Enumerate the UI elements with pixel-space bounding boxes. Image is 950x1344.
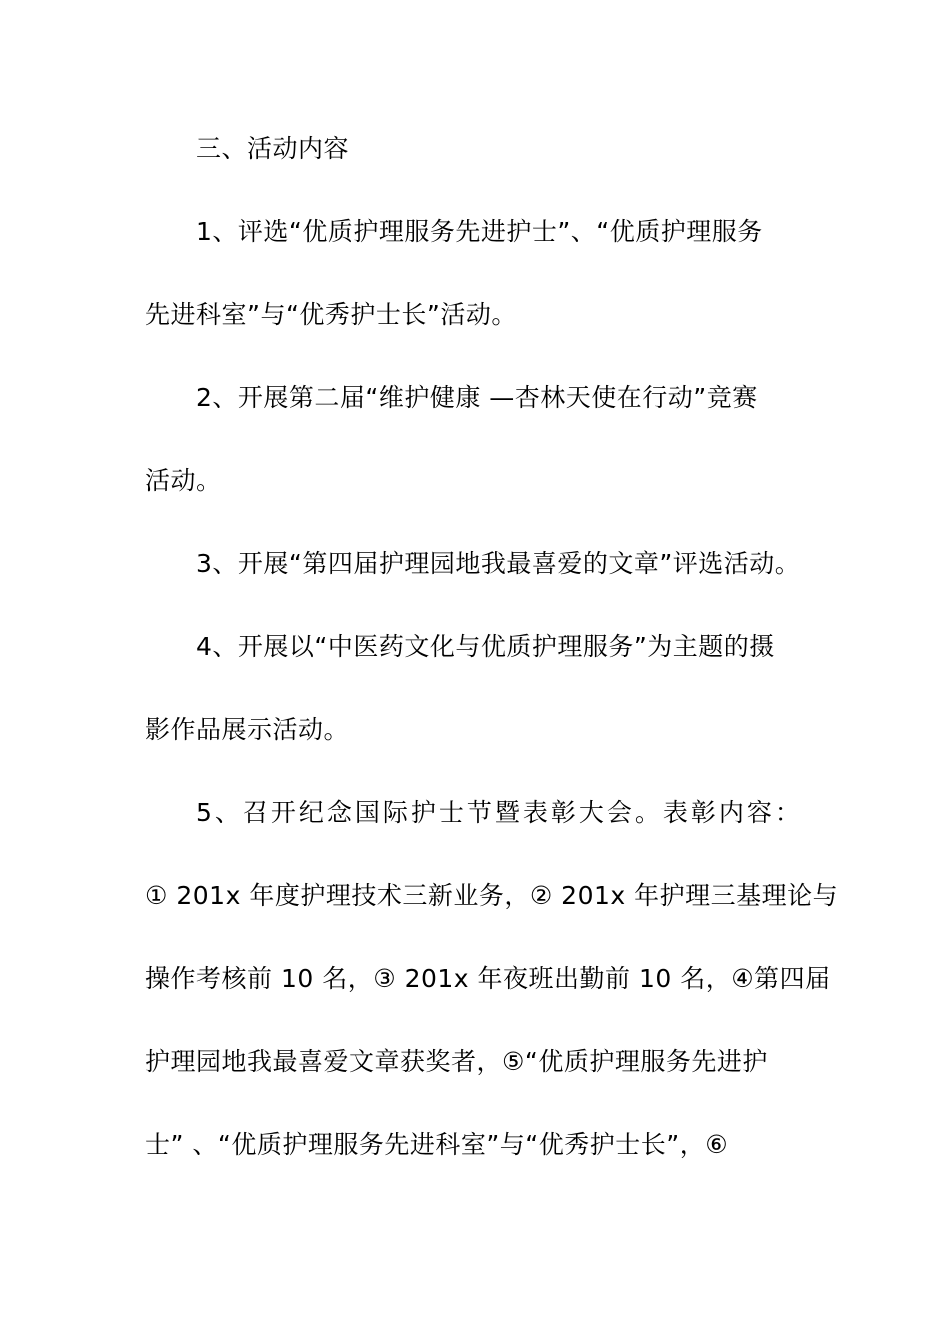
paragraph-line: 活动。 bbox=[145, 466, 222, 495]
paragraph-line: 士” 、“优质护理服务先进科室”与“优秀护士长”，⑥ bbox=[145, 1130, 729, 1159]
paragraph-line: 先进科室”与“优秀护士长”活动。 bbox=[145, 300, 517, 329]
paragraph-line: 3、开展“第四届护理园地我最喜爱的文章”评选活动。 bbox=[196, 549, 801, 578]
section-heading: 三、活动内容 bbox=[196, 134, 350, 163]
paragraph-line: 4、开展以“中医药文化与优质护理服务”为主题的摄 bbox=[196, 632, 775, 661]
paragraph-line: 2、开展第二届“维护健康 —杏林天使在行动”竞赛 bbox=[196, 383, 758, 412]
paragraph-line: 影作品展示活动。 bbox=[145, 715, 350, 744]
paragraph-line: 5、召开纪念国际护士节暨表彰大会。表彰内容： bbox=[196, 798, 803, 827]
paragraph-line: 1、评选“优质护理服务先进护士”、“优质护理服务 bbox=[196, 217, 763, 246]
paragraph-line: 护理园地我最喜爱文章获奖者，⑤“优质护理服务先进护 bbox=[145, 1047, 768, 1076]
paragraph-line: ① 201x 年度护理技术三新业务，② 201x 年护理三基理论与 bbox=[145, 881, 839, 910]
paragraph-line: 操作考核前 10 名，③ 201x 年夜班出勤前 10 名，④第四届 bbox=[145, 964, 831, 993]
